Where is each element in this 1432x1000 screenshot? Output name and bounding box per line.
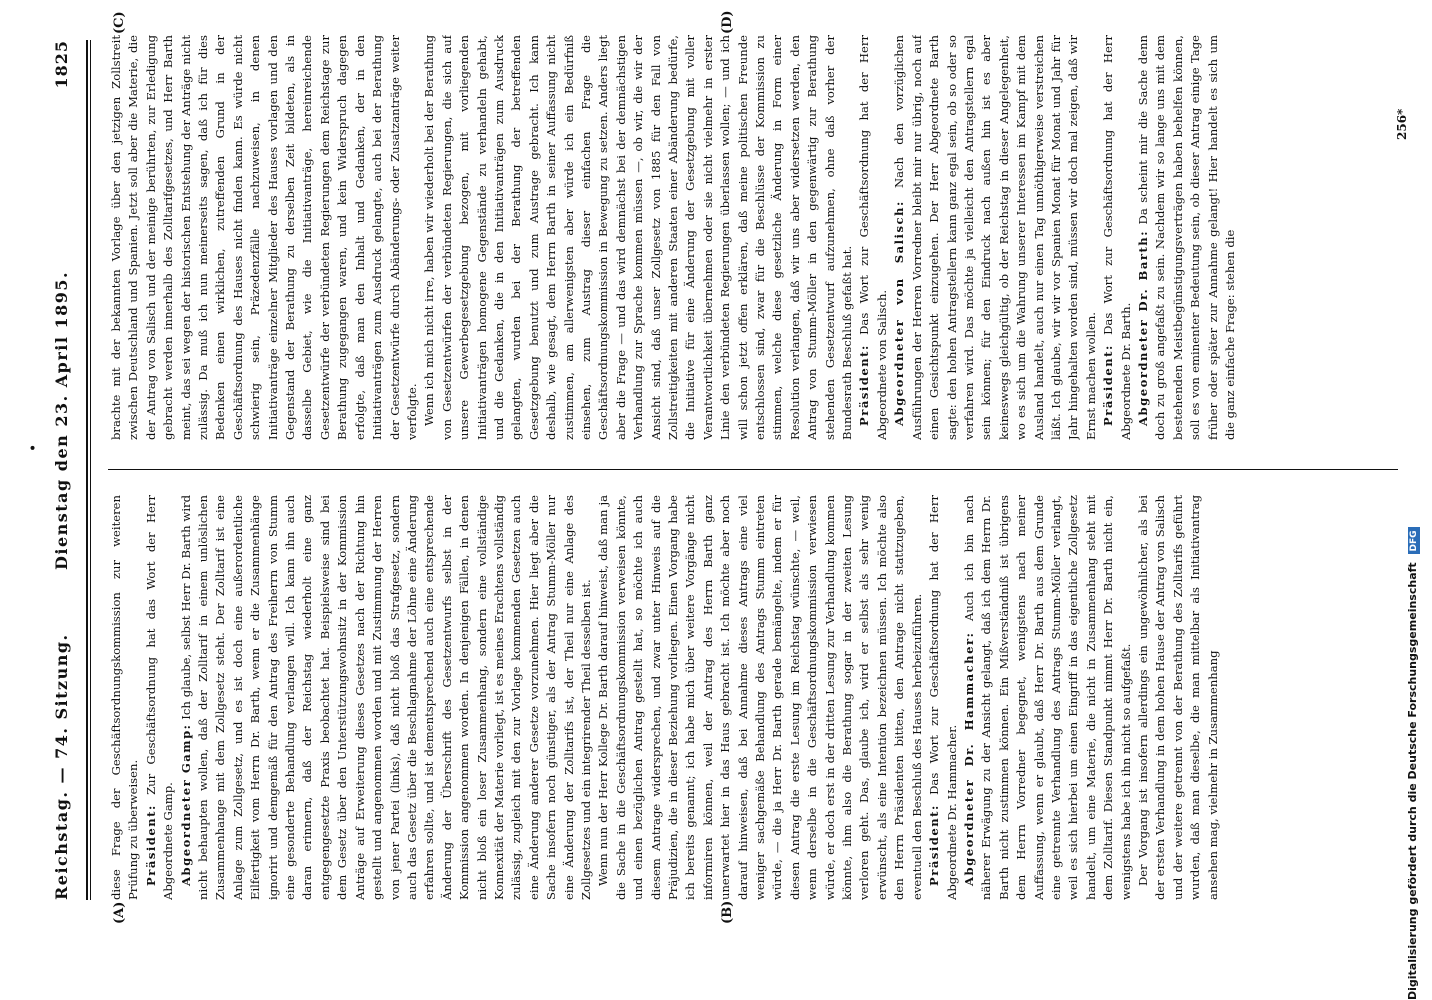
paragraph-text: Nach den vorzüglichen Ausführungen der Herren Vorredner bleibt mir nur übrig, noch auf einen Gesichtspunkt einzugehen. Der Herr Abgeordnete Barth sagte: den hohen Antragstellern kann ganz egal sein, ob so oder so verfahren wird. Das möchte ja vielleicht den Antragstellern egal sein können; für den Eindruck nach außen hin ist es aber keineswegs gleichgültig, ob der Reichstag in dieser Angelegenheit, wo es sich um die Wahrung unserer Interessen im Kampf mit dem Ausland handelt, auch nur einen Tag unnöthigerweise verstreichen läßt. Ich glaube, wir wir vor Spanien Monat für Monat und Jahr für Jahr hingehalten worden sind, müssen wir doch mal zeigen, daß wir Ernst machen wollen. bbox=[892, 35, 1098, 440]
dfg-logo: DFG bbox=[1408, 527, 1420, 554]
speaker-name: Abgeordneter von Salisch: bbox=[892, 200, 907, 426]
page-header bbox=[48, 40, 80, 900]
paragraph-text: Wenn ich mich nicht irre, haben wir wiederholt bei der Berathung von Gesetzentwürfen der verbündeten Regierungen, die sich auf unsere Gewerbegesetzgebung bezogen, mit vorliegenden Initiativanträgen homogene Gegenstände zu verhandeln gehabt, und die Gedanken, die in den Initiativanträgen zum Ausdruck gelangten, wurden bei der Berathung der betreffenden Gesetzgebung benutzt und zum Austrage gebracht. Ich kann deshalb, wie gesagt, dem Herrn Barth in seiner Auffassung nicht zustimmen, am allerwenigsten aber würde ich ein Bedürfniß einsehen, zum Austrag dieser einfachen Frage die Geschäftsordnungskommission in Bewegung zu setzen. Anders liegt aber die Frage — und das wird demnächst bei der demnächstigen Verhandlung zur Sprache kommen müssen —, ob wir, die wir der Ansicht sind, daß unser Zollgesetz von 1885 für den Fall von Zollstreitigkeiten mit anderen Staaten einer Abänderung bedürfe, die Initiative für eine Änderung der Gesetzgebung mit voller Verantwortlichkeit übernehmen oder sie nicht vielmehr in erster Linie den verbündeten Regierungen überlassen wollen; — und ich will schon jetzt offen erklären, daß meine politischen Freunde entschlossen sind, zwar für die Beschlüsse der Kommission zu stimmen, welche diese gesetzliche Änderung in Form einer Resolution verlangen, daß wir uns aber widersetzen werden, den Antrag von Stumm-Möller in den gegenwärtig zur Berathung stehenden Gesetzentwurf aufzunehmen, ohne daß vorher der Bundesrath Beschluß gefaßt hat. bbox=[422, 35, 855, 440]
paragraph-text: Auch ich bin nach näherer Erwägung zu der Ansicht gelangt, daß ich dem Herrn Dr. Barth nicht zustimmen können. Ein Mißverständniß ist übrigens dem Herrn Vorredner begegnet, wenigstens nach meiner Auffassung, wenn er glaubt, daß Herr Dr. Barth aus dem Grunde eine getrennte Verhandlung des Antrags Stumm-Möller verlangt, weil es sich hierbei um einen Eingriff in das eigentliche Zollgesetz handelt, um eine Materie, die nicht in Zusammenhang steht mit dem Zolltarif. Diesen Standpunkt nimmt Herr Dr. Barth nicht ein, wenigstens habe ich ihn nicht so aufgefaßt. bbox=[961, 495, 1133, 900]
footer-page-ref: 256* bbox=[1395, 108, 1409, 140]
right-column bbox=[108, 35, 1398, 440]
column-divider bbox=[108, 469, 1398, 470]
paragraph-text: Ich glaube, selbst Herr Dr. Barth wird nicht behaupten wollen, daß der Zolltarif in einem unlöslichen Zusammenhange mit dem Zollgesetz steht. Der Zolltarif ist eine Anlage zum Zollgesetz, und es ist doch eine außerordentliche Eilfertigkeit vom Herrn Dr. Barth, wenn er die Zusammenhänge ignorirt und demgemäß für den Antrag des Freiherrn von Stumm eine gesonderte Behandlung verlangen will. Ich kann ihn auch daran erinnern, daß der Reichstag wiederholt eine ganz entgegengesetzte Praxis beobachtet hat. Beispielsweise sind bei dem Gesetz über den Unterstützungswohnsitz in der Kommission Anträge auf Erweiterung dieses Gesetzes nach der Richtung hin gestellt und angenommen worden und mit Zustimmung der Herren von jener Partei (links), daß nicht bloß das Strafgesetz, sondern auch das Gesetz über die Beschlagnahme der Löhne eine Änderung erfahren sollte, und ist dementsprechend auch eine entsprechende Änderung der Überschrift des Gesetzentwurfs selbst in der Kommission angenommen worden. In denjenigen Fällen, in denen nicht bloß ein loser Zusammenhang, sondern eine vollständige Konnexität der Materie vorliegt, ist es meines Erachtens vollständig zulässig, zugleich mit den zur Vorlage kommenden Gesetzen auch eine Änderung anderer Gesetze vorzunehmen. Hier liegt aber die Sache insofern noch günstiger, als der Antrag Stumm-Möller nur eine Änderung der Zolltarifs ist, der Theil nur eine Anlage des Zollgesetzes und ein integrirender Theil desselben ist. bbox=[178, 495, 593, 900]
speaker-name: Präsident: bbox=[927, 804, 942, 886]
right-column-paragraph bbox=[891, 35, 1100, 440]
left-column-paragraph bbox=[108, 495, 143, 900]
speaker-name: Abgeordneter Dr. Barth: bbox=[1135, 229, 1150, 426]
speaker-name: Abgeordneter Gamp: bbox=[178, 723, 193, 886]
header-session-title: Reichstag. — 74. Sitzung. bbox=[52, 633, 71, 900]
left-column-paragraph bbox=[178, 495, 596, 900]
left-column-paragraph bbox=[595, 495, 926, 900]
header-page-number: 1825 bbox=[52, 40, 71, 89]
paragraph-text: brachte mit der bekannten Vorlage über den jetzigen Zollstreit zwischen Deutschland und Spanien. Jetzt soll aber die Materie, die der Antrag von Salisch und der meinige berührten, zur Erledigung gebracht werden innerhalb des Zolltarifgesetzes, und Herr Barth meint, das sei wegen der historischen Entstehung der Anträge nicht zulässig. Da muß ich nun meinerseits sagen, daß ich für dies Bedenken einen wirklichen, zutreffenden Grund in der Geschäftsordnung des Hauses nicht finden kann. Es würde nicht schwierig sein, Präzedenzfälle nachzuweisen, in denen Initiativanträge einzelner Mitglieder des Hauses vorlagen und den Gegenstand der Berathung zu derselben Zeit bildeten, als in dasselbe Gebiet, wie die Initiativanträge, hereinreichende Gesetzentwürfe der verbündeten Regierungen dem Reichstage zur Berathung zugegangen waren, und kein Widerspruch dagegen erfolgte, daß man den Inhalt und Gedanken, der in den Initiativanträgen zum Ausdruck gelangte, auch bei der Berathung der Gesetzentwürfe durch Abänderungs- oder Zusatzanträge weiter verfolgte. bbox=[109, 35, 419, 440]
speaker-name: Präsident: bbox=[143, 804, 158, 886]
paragraph-text: Zur Geschäftsordnung hat das Wort der Herr Abgeordnete Gamp. bbox=[143, 495, 176, 900]
right-column-paragraph bbox=[1135, 35, 1239, 440]
right-column-paragraph bbox=[1100, 35, 1135, 440]
left-column-paragraph bbox=[961, 495, 1135, 900]
header-rule-thin bbox=[90, 40, 91, 900]
paragraph-text: Der Vorgang ist insofern allerdings ein ungewöhnlicher, als bei der ersten Verhandlung in dem hohen Hause der Antrag von Salisch und der weitere getrennt von der Berathung des Zolltarifs geführt wurden, daß man dieselbe, die man mittelbar als Initiativantrag ansehen mag, vielmehr in Zusammenhang bbox=[1135, 495, 1220, 900]
margin-letter-d: (D) bbox=[720, 10, 735, 34]
left-column-paragraph bbox=[926, 495, 961, 900]
paragraph-text: Wenn nun der Herr Kollege Dr. Barth darauf hinweist, daß man ja die Sache in die Geschäftsordnungskommission verweisen könnte, und einen bezüglichen Antrag gestellt hat, so möchte ich auch diesem Antrage widersprechen, und zwar unter Hinweis auf die Präjudizien, die in dieser Beziehung vorliegen. Einen Vorgang habe ich bereits genannt; ich habe mich über weitere Vorgänge nicht informiren können, weil der Antrag des Herrn Barth ganz unerwartet hier in das Haus gebracht ist. Ich möchte aber noch darauf hinweisen, daß bei Annahme dieses Antrags eine viel weniger sachgemäße Behandlung des Antrags Stumm eintreten würde, — die ja Herr Dr. Barth gerade bemängelte, indem er für diesen Antrag die erste Lesung im Reichstag wünschte, — weil, wenn derselbe in die Geschäftsordnungskommission verwiesen würde, er doch erst in der dritten Lesung zur Verhandlung kommen könnte, ihm also die Berathung sogar in der zweiten Lesung verloren geht. Das, glaube ich, wird er selbst als sehr wenig erwünscht, als eine Intention bezeichnen müssen. Ich möchte also den Herrn Präsidenten bitten, den Antrage nicht stattzugeben, eventuell den Beschluß des Hauses herbeizuführen. bbox=[596, 495, 924, 900]
margin-letter-a: (A) bbox=[112, 901, 127, 924]
header-rule bbox=[86, 40, 88, 900]
right-column-paragraph bbox=[108, 35, 421, 440]
margin-letter-c: (C) bbox=[112, 11, 127, 34]
speaker-name: Abgeordneter Dr. Hammacher: bbox=[961, 631, 976, 886]
paragraph-text: Da scheint mir die Sache denn doch zu groß angefaßt zu sein. Nachdem wir so lange uns mit dem bestehenden Meistbegünstigungsverträgen haben behelfen können, soll es von eminenter Bedeutung sein, ob dieser Antrag einige Tage früher oder später zur Annahme gelangt! Hier handelt es sich um die ganz einfache Frage: stehen die bbox=[1135, 35, 1237, 440]
right-column-paragraph bbox=[421, 35, 856, 440]
dfg-sidebar bbox=[1398, 0, 1432, 1000]
header-date: Dienstag den 23. April 1895. bbox=[52, 270, 71, 570]
left-column-paragraph bbox=[143, 495, 178, 900]
speaker-name: Präsident: bbox=[857, 344, 872, 426]
left-column-paragraph bbox=[1135, 495, 1222, 900]
paragraph-text: Das Wort zur Geschäftsordnung hat der Herr Abgeordnete Dr. Hammacher. bbox=[927, 495, 959, 900]
paragraph-text: Das Wort zur Geschäftsordnung hat der Herr Abgeordnete von Salisch. bbox=[857, 35, 889, 440]
center-dot: • bbox=[26, 443, 42, 452]
left-column bbox=[108, 495, 1398, 900]
paragraph-text: Das Wort zur Geschäftsordnung hat der Herr Abgeordnete Dr. Barth. bbox=[1101, 35, 1133, 440]
right-column-paragraph bbox=[856, 35, 891, 440]
dfg-credit-text: Digitalisierung gefördert durch die Deutsche Forschungsgemeinschaft bbox=[1406, 562, 1419, 1000]
paragraph-text: diese Frage der Geschäftsordnungskommission zur weiteren Prüfung zu überweisen. bbox=[109, 495, 141, 900]
margin-letter-b: (B) bbox=[720, 900, 735, 924]
speaker-name: Präsident: bbox=[1101, 344, 1116, 426]
